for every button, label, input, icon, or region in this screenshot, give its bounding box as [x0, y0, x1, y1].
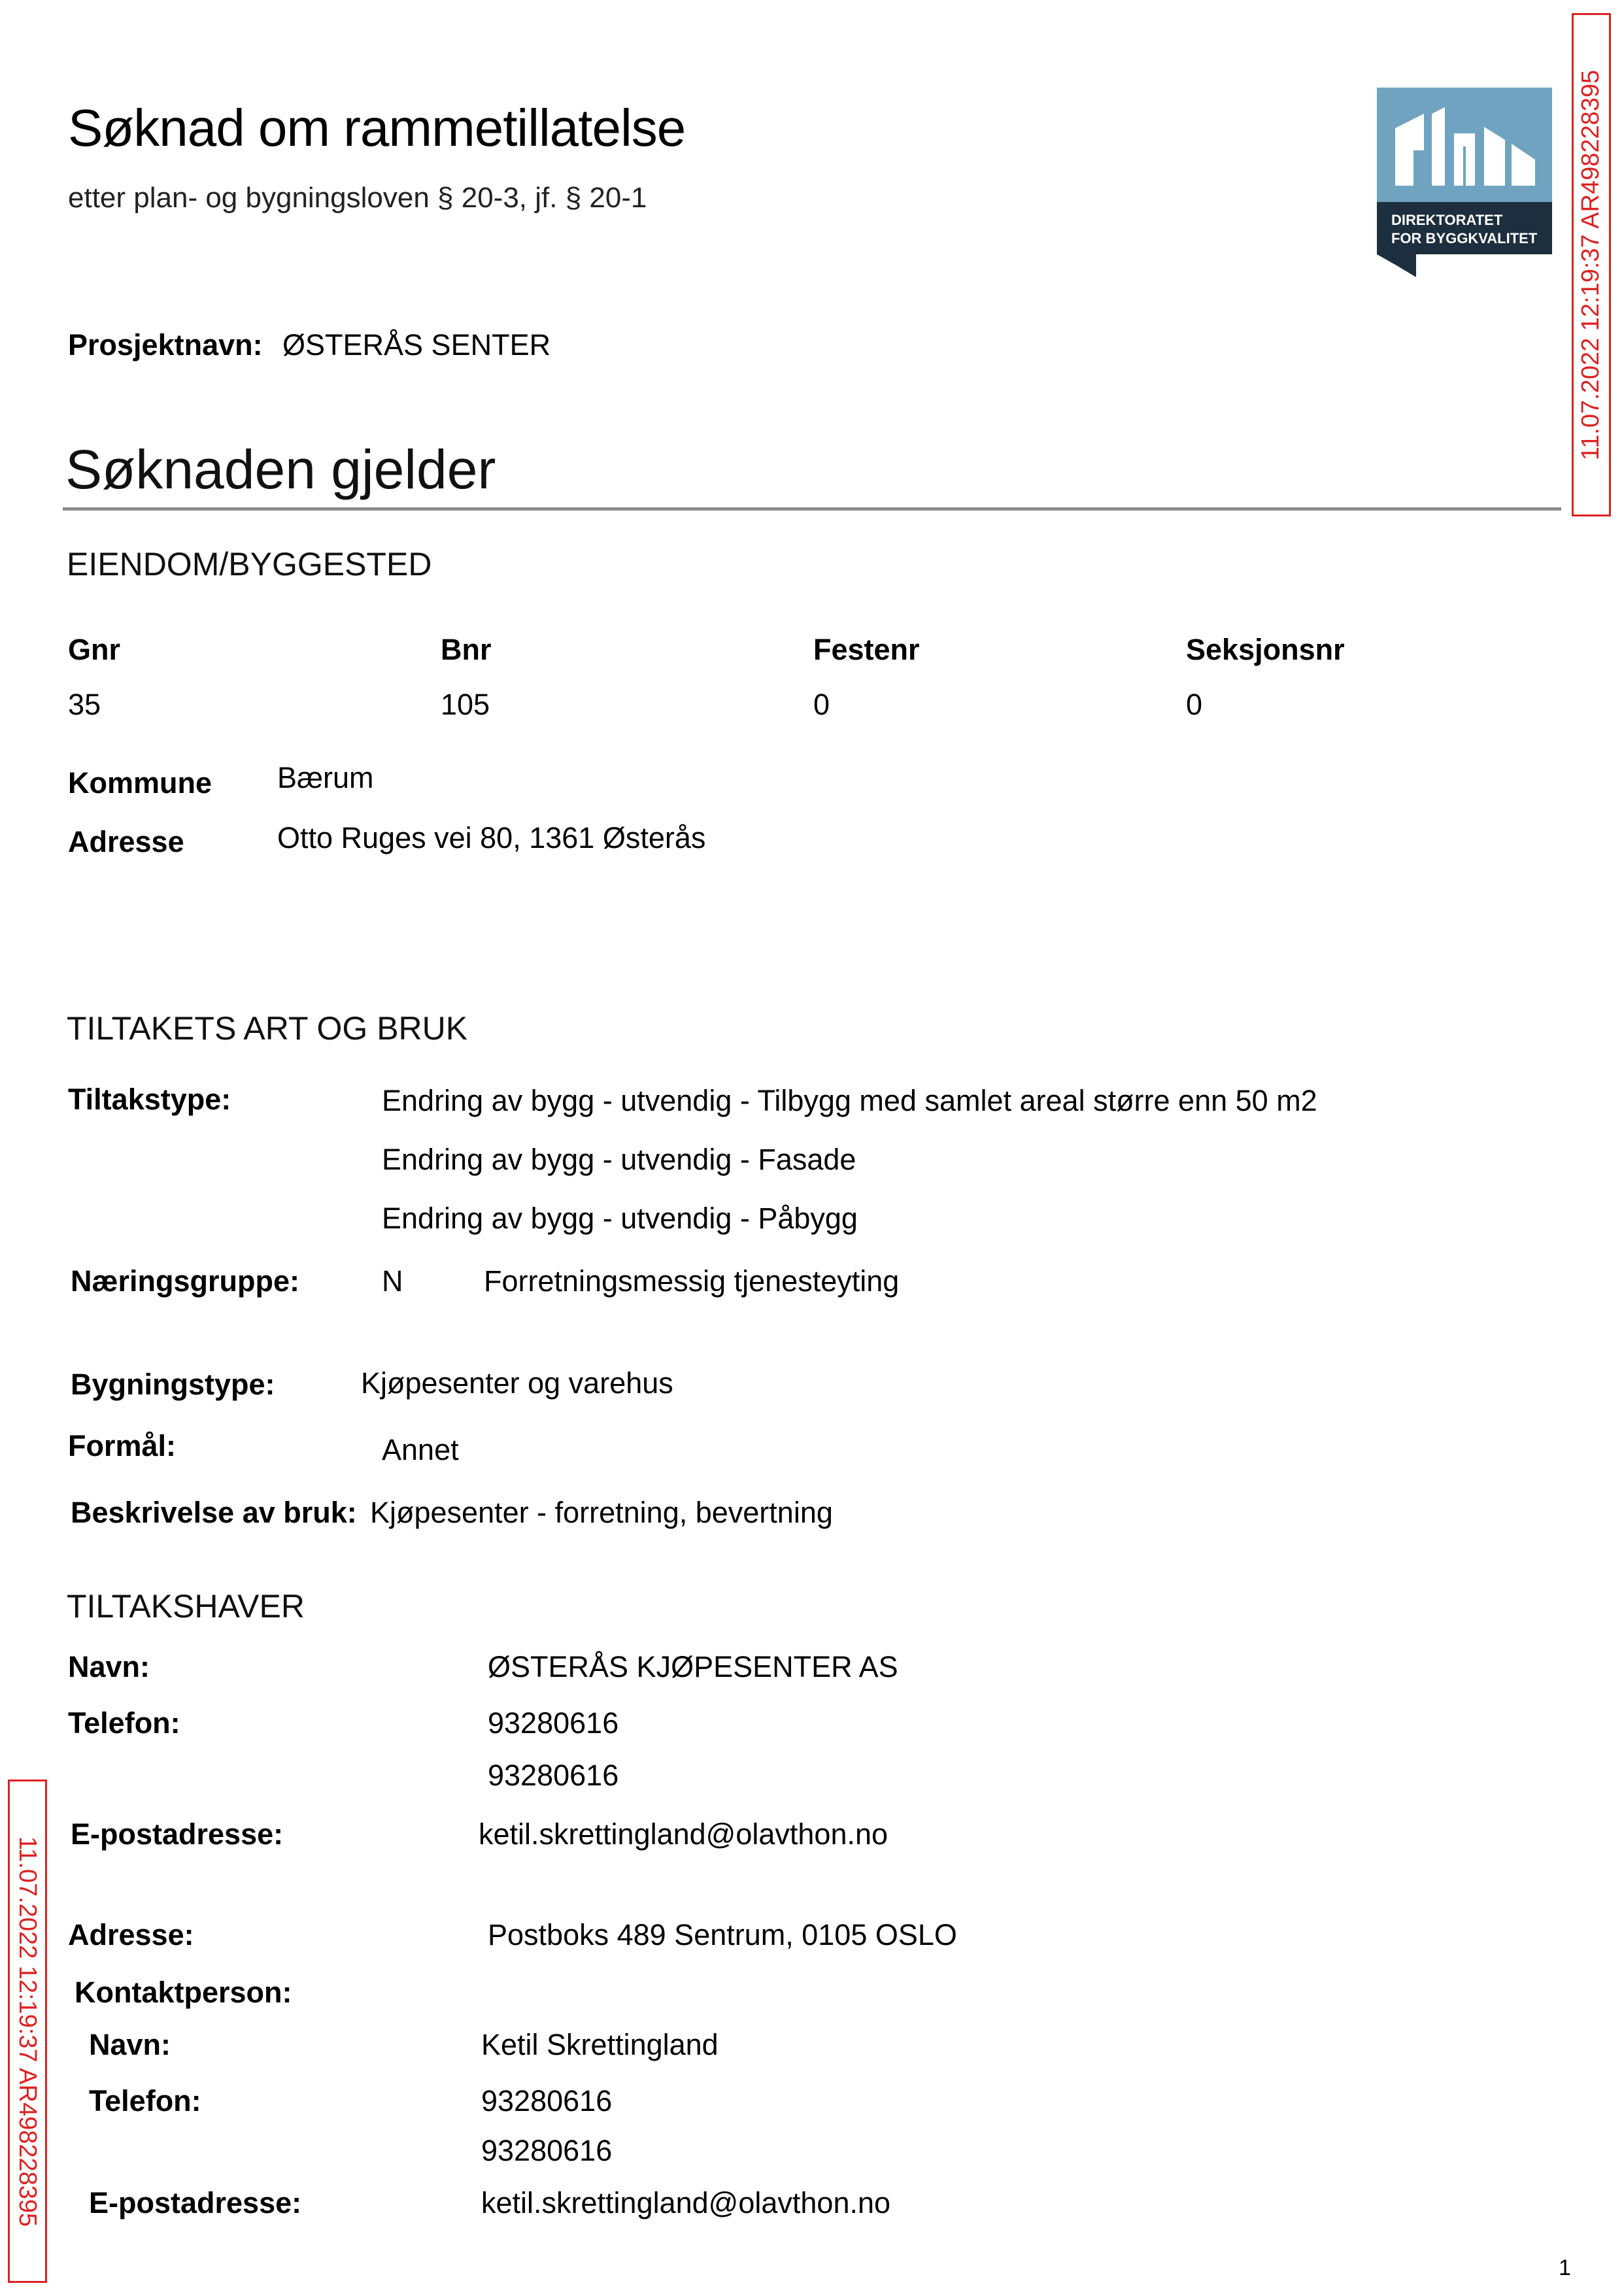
kontakt-telefon-2: 93280616 — [481, 2134, 613, 2167]
property-heading: EIENDOM/BYGGESTED — [67, 546, 432, 582]
festenr-value: 0 — [813, 688, 830, 721]
naeringsgruppe-text: Forretningsmessig tjenesteyting — [484, 1264, 900, 1298]
section-divider — [63, 507, 1561, 511]
bruk-label: Beskrivelse av bruk: — [71, 1496, 357, 1529]
dibk-logo — [1377, 88, 1552, 277]
page-number: 1 — [1559, 2255, 1571, 2280]
seksjonsnr-value: 0 — [1186, 688, 1203, 721]
tiltakstype-label: Tiltakstype: — [68, 1083, 231, 1116]
bnr-value: 105 — [441, 688, 490, 721]
project-label: Prosjektnavn: — [68, 328, 263, 362]
festenr-label: Festenr — [813, 633, 920, 666]
adresse-label: Adresse — [68, 825, 184, 858]
tiltakshaver-telefon-2: 93280616 — [488, 1759, 619, 1792]
tiltakshaver-navn-value: ØSTERÅS KJØPESENTER AS — [488, 1650, 898, 1683]
formal-label: Formål: — [68, 1429, 177, 1462]
kontakt-navn-value: Ketil Skrettingland — [481, 2028, 719, 2061]
section-title: Søknaden gjelder — [65, 439, 496, 500]
tiltakshaver-navn-label: Navn: — [68, 1650, 150, 1683]
tiltakshaver-adresse-label: Adresse: — [68, 1918, 194, 1951]
document-subtitle: etter plan- og bygningsloven § 20-3, jf. § 20-1 — [68, 182, 647, 214]
gnr-value: 35 — [68, 688, 101, 721]
formal-value: Annet — [382, 1433, 459, 1466]
naeringsgruppe-label: Næringsgruppe: — [71, 1264, 300, 1298]
tiltakshaver-adresse-value: Postboks 489 Sentrum, 0105 OSLO — [488, 1918, 957, 1951]
seksjonsnr-label: Seksjonsnr — [1186, 633, 1345, 666]
bruk-value: Kjøpesenter - forretning, bevertning — [370, 1496, 833, 1529]
document-title: Søknad om rammetillatelse — [68, 99, 686, 157]
date-stamp-left: 11.07.2022 12:19:37 AR498228395 — [8, 1780, 47, 2283]
date-stamp-right: 11.07.2022 12:19:37 AR498228395 — [1572, 13, 1611, 516]
adresse-value: Otto Ruges vei 80, 1361 Østerås — [277, 821, 706, 854]
kontakt-navn-label: Navn: — [89, 2028, 171, 2061]
tiltak-heading: TILTAKETS ART OG BRUK — [67, 1010, 468, 1047]
kontaktperson-label: Kontaktperson: — [75, 1976, 292, 2009]
gnr-label: Gnr — [68, 633, 121, 666]
project-value: ØSTERÅS SENTER — [282, 328, 551, 362]
naeringsgruppe-code: N — [382, 1264, 403, 1298]
bnr-label: Bnr — [441, 633, 492, 666]
tiltakstype-2: Endring av bygg - utvendig - Fasade — [382, 1143, 856, 1176]
dibk-logo-icon — [1377, 88, 1552, 277]
tiltakstype-3: Endring av bygg - utvendig - Påbygg — [382, 1202, 858, 1235]
bygningstype-value: Kjøpesenter og varehus — [361, 1366, 673, 1400]
tiltakstype-1: Endring av bygg - utvendig - Tilbygg med samlet areal større enn 50 m2 — [382, 1084, 1317, 1117]
logo-line2: FOR BYGGKVALITET — [1391, 230, 1538, 246]
kommune-label: Kommune — [68, 766, 212, 800]
kontakt-telefon-label: Telefon: — [89, 2084, 201, 2117]
tiltakshaver-telefon-1: 93280616 — [488, 1706, 619, 1740]
tiltakshaver-epost-label: E-postadresse: — [71, 1817, 284, 1851]
kontakt-telefon-1: 93280616 — [481, 2084, 613, 2117]
tiltakshaver-epost-value: ketil.skrettingland@olavthon.no — [479, 1817, 888, 1851]
kontakt-epost-value: ketil.skrettingland@olavthon.no — [481, 2186, 891, 2219]
tiltakshaver-telefon-label: Telefon: — [68, 1706, 180, 1740]
kontakt-epost-label: E-postadresse: — [89, 2186, 302, 2219]
logo-line1: DIREKTORATET — [1391, 212, 1503, 228]
kommune-value: Bærum — [277, 761, 374, 794]
bygningstype-label: Bygningstype: — [71, 1368, 275, 1401]
tiltakshaver-heading: TILTAKSHAVER — [67, 1588, 305, 1625]
